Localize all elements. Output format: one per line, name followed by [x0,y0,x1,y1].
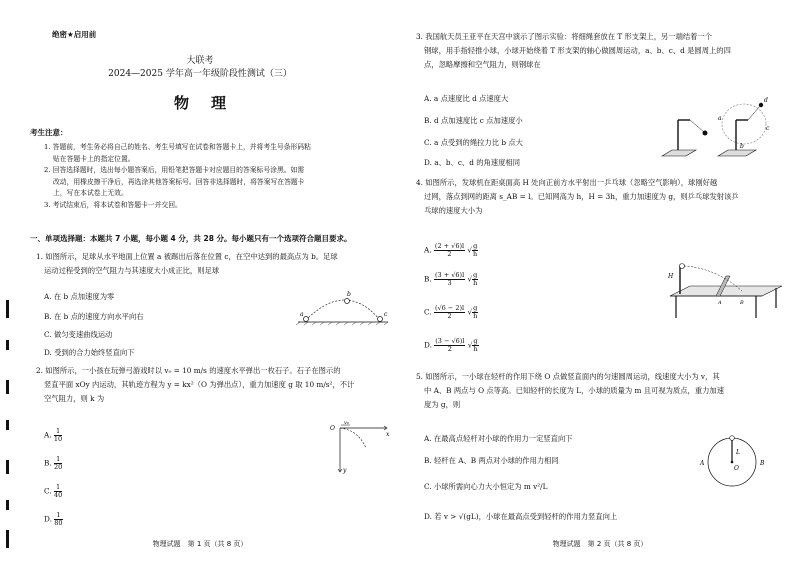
sqrt-symbol: √ [467,340,473,350]
binding-mark [6,500,9,510]
option-fraction [54,456,62,471]
root-numerator: g [473,271,478,279]
q4-option-b[interactable] [424,272,478,287]
option-fraction [54,512,62,527]
question-line: 过网，落点到网的距离 s_AB = l。已知网高为 h，H = 3h，重力加速度为 g，则乒乓球发射该乒 [424,191,739,201]
fraction-numerator: 1 [54,484,62,492]
binding-mark [6,340,9,350]
q1-option-d[interactable]: D. 受到的合力始终竖直向下 [44,348,135,357]
note-line: 改动，用橡皮擦干净后，再选涂其他答案标号。回答非选择题时，将答案写在答题卡 [53,177,305,186]
question-line: 5. 如图所示，一小球在轻杆的作用下绕 O 点做竖直面内的匀速圆周运动，线速度大小为 v，其 [416,372,720,381]
binding-mark [6,420,9,430]
notes-title: 考生注意： [30,128,68,137]
question-4-stem [416,176,786,218]
question-line: 2. 如图所示，一小孩在玩弹弓游戏时以 v₀ = 10 m/s 的速度水平弹出一枚石子。石子在图示的 [36,366,341,375]
label-b: b [740,143,744,150]
fraction-denominator: 10 [53,435,63,444]
fraction-numerator: (√6 − 2)l [434,304,465,312]
q2-option-d[interactable] [44,512,63,527]
label-A: A [700,460,705,467]
root-denominator: h [473,345,478,354]
label-H: H [668,273,674,280]
root-numerator: g [473,304,478,312]
q3-option-b[interactable]: B. d 点加速度比 c 点加速度小 [424,116,523,125]
q3-option-c[interactable]: C. a 点受到的绳拉力比 b 点大 [424,138,523,147]
option-letter: D. [44,514,52,524]
q4-option-a[interactable] [424,243,478,258]
question-line: 4. 如图所示，发球机在距桌面高 H 处向正前方水平射出一乒乓球（忽略空气影响），球刚好越 [416,178,718,187]
q3-option-d[interactable]: D. a、b、c、d 的角速度相同 [424,158,520,167]
rod-circle-figure [690,428,780,498]
label-B: B [760,460,765,467]
page-footer: 物理试题 第 2 页（共 8 页） [552,540,648,548]
q5-option-b[interactable]: B. 轻杆在 A、B 两点对小球的作用力相同 [424,456,559,465]
option-fraction [434,272,465,287]
fraction-numerator: (2 + √6)l [434,242,465,250]
question-line: 钢球，用手指轻推小球，小球开始绕着 T 形支架的轴心做圆周运动，a、b、c、d 是圆周上的四 [424,45,731,55]
fraction-denominator: 2 [447,312,452,321]
label-y-axis: y [343,467,347,474]
question-line: 空气阻力，则 k 为 [44,393,105,403]
q5-option-c[interactable]: C. 小球所需向心力大小恒定为 m v²/L [424,482,548,491]
note-line: 1. 答题前，考生务必将自己的姓名、考生号填写在试卷和答题卡上，并将考生号条形码粘 [44,143,311,151]
question-line: 竖直平面 xOy 内运动，其轨迹方程为 y = kx²（O 为弹出点），重力加速度 g 取 10 m/s²，不计 [44,379,355,389]
slingshot-axes-figure [322,422,392,474]
confidential-label: 绝密★启用前 [52,30,97,39]
root-fraction [472,338,478,353]
root-fraction [472,272,478,287]
page-2 [400,0,800,566]
q2-option-c[interactable] [44,484,62,499]
option-letter: C. [424,307,432,317]
note-line: 2. 回答选择题时，选出每小题答案后，用铅笔把答题卡对应题目的答案标号涂黑。如需 [44,166,305,175]
root-denominator: h [473,279,478,288]
exam-subtitle: 2024—2025 学年高一年级阶段性测试（三） [108,69,292,79]
football-trajectory-figure [296,290,391,325]
note-line: 贴在答题卡上的指定位置。 [53,154,135,163]
root-denominator: h [473,250,478,259]
root-fraction [472,305,478,320]
fraction-numerator: 1 [54,428,62,436]
fraction-numerator: (3 + √6)l [435,271,465,279]
q2-option-a[interactable] [44,428,62,443]
fraction-numerator: 1 [54,512,62,520]
label-L: L [736,449,740,456]
root-numerator: g [473,242,478,250]
fraction-denominator: 20 [54,463,63,472]
section-heading: 一、单项选择题：本题共 7 小题，每小题 4 分，共 28 分。每小题只有一个选项符合题目要求。 [30,234,352,243]
q1-option-a[interactable]: A. 在 b 点加速度为零 [44,292,115,301]
label-a: a [718,115,722,122]
question-line: 度为 g，则 [424,399,461,409]
label-c: c [766,125,770,132]
fraction-denominator: 40 [53,491,63,500]
label-b: b [347,291,351,298]
root-numerator: g [473,337,478,345]
option-letter: D. [424,340,432,350]
q1-option-c[interactable]: C. 做匀变速曲线运动 [44,330,113,339]
fraction-denominator: 2 [447,250,452,259]
fraction-denominator: 2 [447,345,452,354]
question-line: 中 A、B 两点与 O 点等高。已知轻杆的长度为 L，小球的质量为 m 且可视为质点，重力加速 [424,385,725,395]
binding-mark [6,300,9,318]
option-letter: B. [424,274,432,284]
question-1-stem [36,250,376,278]
question-3-stem [416,30,786,72]
option-fraction [54,484,62,499]
question-line: 点，忽略摩擦和空气阻力，则钢球在 [424,59,541,69]
q3-option-a[interactable]: A. a 点速度比 d 点速度大 [424,94,509,103]
question-line: 3. 我国航天员王亚平在天宫中演示了图示实验：将细绳套放在 T 形支架上，另一端结着一个 [416,32,713,41]
q4-option-c[interactable] [424,305,478,320]
fraction-numerator: (3 − √6)l [435,337,465,345]
label-x-axis: x [386,431,390,438]
question-5-stem [416,370,786,412]
note-line: 3. 考试结束后，将本试卷和答题卡一并交回。 [44,200,182,209]
label-A: A [718,300,722,306]
sqrt-symbol: √ [467,245,473,255]
root-fraction [472,243,478,258]
label-origin: O [330,425,335,432]
note-line: 上，写在本试卷上无效。 [53,189,128,198]
ping-pong-table-figure [666,258,786,320]
subject-title: 物理 [173,94,248,112]
q5-option-d[interactable]: D. 若 v > √(gL)，小球在最高点受到轻杆的作用力竖直向上 [424,512,618,521]
question-line: 乓球的速度大小为 [424,205,483,215]
option-letter: C. [44,486,52,496]
binding-mark [6,460,9,474]
root-denominator: h [473,312,478,321]
fraction-denominator: 80 [54,519,63,528]
option-letter: B. [44,458,52,468]
question-2-stem [36,364,381,406]
label-d: d [764,97,768,104]
fraction-numerator: 1 [54,456,62,464]
label-c: c [384,311,388,318]
label-O: O [734,465,739,472]
q4-option-d[interactable] [424,338,479,353]
question-line: 1. 如图所示，足球从水平地面上位置 a 被踢出后落在位置 c，在空中达到的最高点为 b。足球 [36,252,338,261]
fraction-denominator: 3 [447,279,452,288]
option-fraction [434,338,465,353]
t-frame-figure [656,90,776,162]
exam-name: 大联考 [186,56,214,66]
q1-option-b[interactable]: B. 在 b 点的速度方向水平向右 [44,312,144,321]
label-a: a [300,311,304,318]
sqrt-symbol: √ [467,307,473,317]
option-fraction [54,428,62,443]
notes-list [44,142,384,211]
option-letter: A. [424,245,432,255]
option-fraction [434,243,465,258]
q5-option-a[interactable]: A. 在最高点轻杆对小球的作用力一定竖直向下 [424,434,573,443]
option-fraction [434,305,465,320]
label-B: B [740,300,744,306]
page-footer: 物理试题 第 1 页（共 8 页） [152,540,248,548]
label-v0: v₀ [344,420,349,426]
binding-mark [6,380,9,394]
question-line: 运动过程受到的空气阻力与其速度大小成正比，则足球 [44,265,220,275]
q2-option-b[interactable] [44,456,62,471]
sqrt-symbol: √ [467,274,473,284]
option-letter: A. [44,430,52,440]
